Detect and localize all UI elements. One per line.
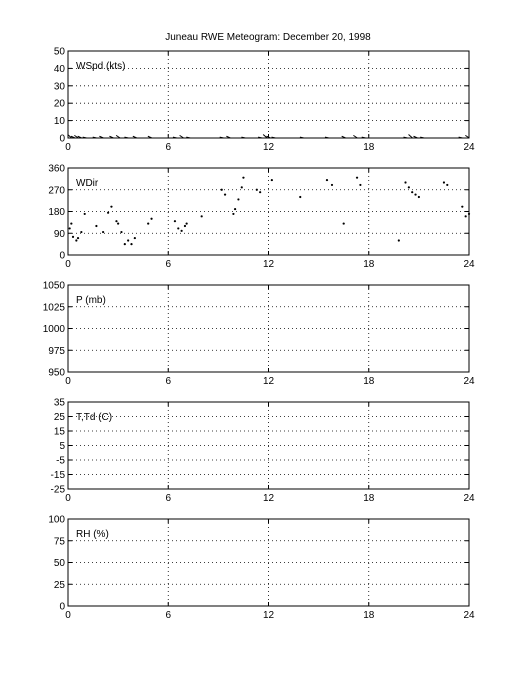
- x-tick-label: 24: [463, 610, 475, 621]
- panel-4: [51, 398, 475, 505]
- y-tick-label: 15: [53, 426, 65, 438]
- data-point: [234, 208, 236, 210]
- data-point: [232, 213, 234, 215]
- data-point: [411, 191, 413, 193]
- data-point: [186, 222, 188, 224]
- panel-label: WDir: [76, 178, 99, 189]
- data-point: [461, 206, 463, 208]
- x-tick-label: 18: [363, 259, 375, 270]
- data-point: [356, 177, 358, 179]
- data-point: [259, 191, 261, 193]
- data-point: [331, 184, 333, 186]
- panel-1: [54, 47, 475, 154]
- x-tick-label: 0: [65, 259, 71, 270]
- data-point: [80, 231, 82, 233]
- data-point: [271, 179, 273, 181]
- x-tick-label: 0: [65, 142, 71, 153]
- data-point: [221, 189, 223, 191]
- y-tick-label: 25: [53, 412, 65, 423]
- data-point: [241, 186, 243, 188]
- plot-frame: [68, 51, 469, 138]
- x-tick-label: 24: [463, 376, 475, 387]
- x-tick-label: 6: [165, 259, 172, 270]
- y-tick-label: 975: [48, 345, 65, 357]
- x-tick-label: 18: [363, 376, 375, 387]
- data-point: [256, 189, 258, 191]
- data-point: [69, 227, 71, 229]
- data-point: [177, 227, 179, 229]
- data-point: [174, 220, 176, 222]
- data-point: [95, 225, 97, 227]
- data-point: [242, 177, 244, 179]
- data-point: [465, 215, 467, 217]
- y-tick-label: 90: [53, 228, 65, 240]
- y-tick-label: 1025: [42, 302, 65, 314]
- x-tick-label: 24: [463, 142, 475, 153]
- y-tick-label: 180: [48, 207, 65, 218]
- data-point: [299, 196, 301, 198]
- data-point: [110, 206, 112, 208]
- panel-label: WSpd (kts): [76, 61, 126, 72]
- data-point: [102, 231, 104, 233]
- y-tick-label: 0: [59, 601, 65, 613]
- data-point: [75, 239, 77, 241]
- y-tick-label: 1000: [42, 324, 65, 335]
- y-tick-label: -15: [50, 470, 65, 481]
- data-point: [446, 184, 448, 186]
- x-tick-label: 12: [262, 259, 275, 270]
- x-tick-label: 6: [165, 610, 172, 621]
- x-tick-label: 18: [363, 493, 375, 504]
- y-tick-label: 1050: [42, 280, 65, 292]
- x-tick-label: 6: [165, 493, 172, 504]
- data-point: [127, 239, 129, 241]
- data-point: [409, 135, 413, 138]
- data-point: [224, 193, 226, 195]
- y-tick-label: 35: [53, 397, 65, 409]
- data-point: [181, 230, 183, 232]
- x-tick-label: 18: [363, 610, 375, 621]
- x-tick-label: 6: [165, 376, 172, 387]
- data-point: [70, 222, 72, 224]
- data-point: [107, 212, 109, 214]
- chart-title: Juneau RWE Meteogram: December 20, 1998: [165, 32, 371, 43]
- data-point: [84, 213, 86, 215]
- data-point: [468, 213, 470, 215]
- y-tick-label: -5: [56, 455, 65, 467]
- data-point: [408, 186, 410, 188]
- x-tick-label: 0: [65, 493, 71, 504]
- y-tick-label: 0: [59, 133, 65, 145]
- x-tick-label: 24: [463, 259, 475, 270]
- x-tick-label: 12: [262, 142, 275, 153]
- x-tick-label: 6: [165, 142, 172, 153]
- data-point: [359, 184, 361, 186]
- x-tick-label: 0: [65, 610, 71, 621]
- data-point: [77, 237, 79, 239]
- y-tick-label: 270: [48, 185, 65, 197]
- panel-label: P (mb): [76, 295, 106, 306]
- data-point: [398, 239, 400, 241]
- panel-3: [43, 281, 475, 388]
- data-point: [326, 179, 328, 181]
- y-tick-label: 0: [59, 250, 65, 262]
- y-tick-label: 100: [48, 514, 65, 526]
- x-tick-label: 0: [65, 376, 71, 387]
- data-point: [414, 193, 416, 195]
- y-tick-label: 10: [53, 116, 65, 128]
- y-tick-label: 25: [53, 579, 65, 591]
- panel-2: [48, 164, 475, 271]
- data-point: [343, 222, 345, 224]
- data-point: [115, 220, 117, 222]
- x-tick-label: 24: [463, 493, 475, 504]
- data-point: [237, 198, 239, 200]
- x-tick-label: 18: [363, 142, 375, 153]
- data-point: [72, 236, 74, 238]
- data-point: [201, 215, 203, 217]
- y-tick-label: 360: [48, 163, 65, 175]
- data-point: [150, 218, 152, 220]
- panel-5: [48, 515, 475, 622]
- data-point: [404, 181, 406, 183]
- y-tick-label: 30: [53, 81, 65, 93]
- y-tick-label: 50: [53, 558, 65, 569]
- data-point: [130, 243, 132, 245]
- data-point: [443, 181, 445, 183]
- x-tick-label: 12: [262, 610, 275, 621]
- panel-label: T,Td (C): [76, 412, 113, 423]
- data-point: [117, 222, 119, 224]
- panel-label: RH (%): [76, 529, 109, 540]
- data-point: [120, 231, 122, 233]
- data-point: [147, 222, 149, 224]
- y-tick-label: 50: [53, 46, 65, 58]
- data-point: [184, 225, 186, 227]
- y-tick-label: 5: [59, 441, 65, 452]
- data-point: [418, 196, 420, 198]
- y-tick-label: -25: [50, 484, 65, 496]
- y-tick-label: 75: [53, 536, 65, 548]
- data-point: [134, 237, 136, 239]
- y-tick-label: 40: [53, 63, 65, 75]
- data-point: [124, 243, 126, 245]
- y-tick-label: 20: [53, 98, 65, 110]
- x-tick-label: 12: [262, 376, 275, 387]
- y-tick-label: 950: [48, 367, 65, 379]
- x-tick-label: 12: [262, 493, 275, 504]
